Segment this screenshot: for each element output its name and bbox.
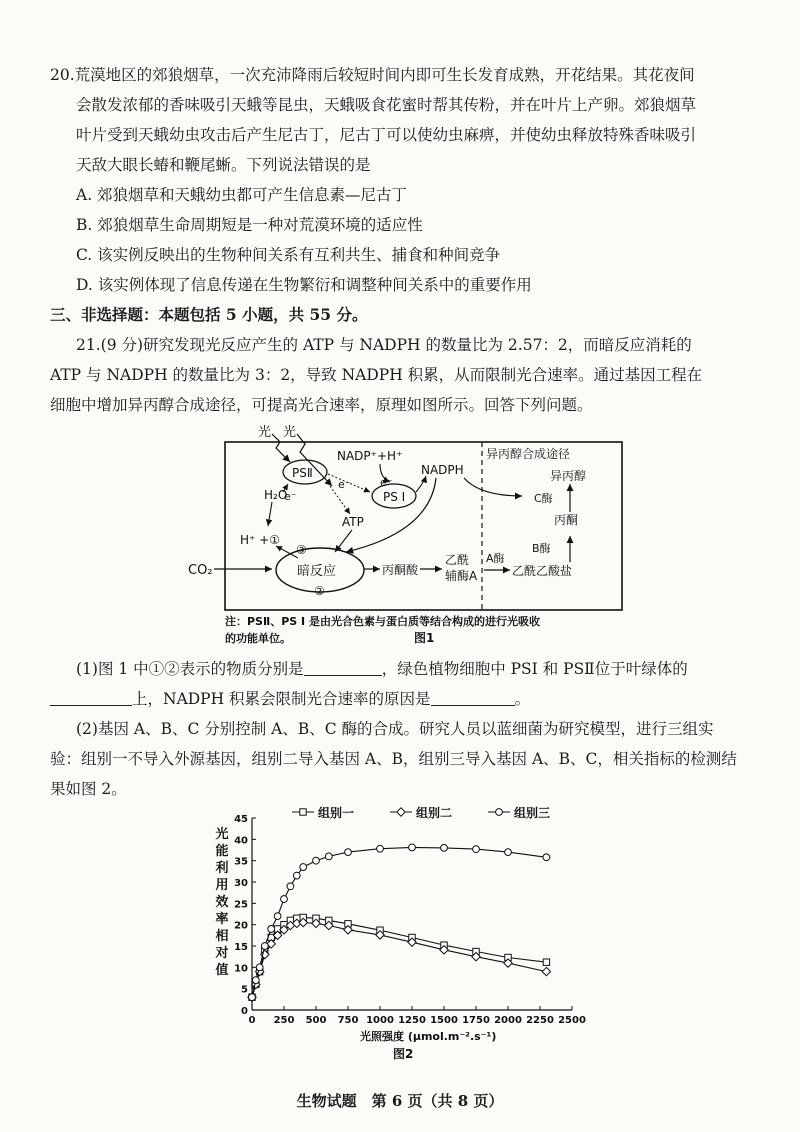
data-point xyxy=(377,845,384,852)
pyruvate-label: 丙酮酸 xyxy=(382,563,419,577)
legend-label: 组别三 xyxy=(514,806,551,820)
data-point xyxy=(543,959,549,965)
q20-line-1: 20.荒漠地区的郊狼烟草，一次充沛降雨后较短时间内即可生长发育成熟，开花结果。其花夜间 xyxy=(50,66,695,84)
data-point xyxy=(473,846,480,853)
q20-option-a: A. 郊狼烟草和天蛾幼虫都可产生信息素—尼古丁 xyxy=(76,186,408,204)
series-line xyxy=(252,923,546,998)
figure-1-diagram xyxy=(180,422,640,650)
data-point xyxy=(300,864,307,871)
y-tick-label: 25 xyxy=(234,899,248,911)
legend-label: 组别一 xyxy=(318,806,355,820)
y-axis-title-char: 用 xyxy=(215,878,229,893)
psii-label: PSⅡ xyxy=(292,466,313,480)
data-point xyxy=(268,926,275,933)
q21-line-2: ATP 与 NADPH 的数量比为 3：2，导致 NADPH 积累，从而限制光合速率。通过基因工程在 xyxy=(50,366,703,384)
figure-1-note-2: 的功能单位。 xyxy=(225,632,291,645)
figure-2-label: 图2 xyxy=(393,1047,414,1061)
legend-marker xyxy=(300,809,306,815)
y-tick-label: 35 xyxy=(234,856,248,868)
nadph-to-pathway-arrow xyxy=(464,478,522,496)
section-heading: 三、非选择题：本题包括 5 小题，共 55 分。 xyxy=(50,305,368,324)
answer-blank-1[interactable] xyxy=(304,659,382,676)
series-line xyxy=(252,917,546,997)
x-tick-label: 0 xyxy=(248,1015,256,1026)
x-tick-label: 250 xyxy=(273,1015,295,1026)
y-axis-title-char: 效 xyxy=(215,895,229,910)
data-point xyxy=(542,967,550,975)
data-point xyxy=(249,994,256,1001)
y-tick-label: 15 xyxy=(234,942,248,953)
enzyme-a-label: A酶 xyxy=(486,552,505,565)
legend-marker xyxy=(397,808,405,816)
x-tick-label: 2250 xyxy=(526,1015,554,1026)
data-point xyxy=(274,913,281,920)
data-point xyxy=(409,844,416,851)
q21-sub1-line1 xyxy=(76,658,688,680)
data-point xyxy=(313,857,320,864)
electron-label-3: e⁻ xyxy=(380,476,393,489)
y-axis-title-char: 值 xyxy=(215,963,229,978)
y-axis-title-char: 光 xyxy=(215,827,229,842)
y-tick-label: 40 xyxy=(234,835,248,847)
legend-marker xyxy=(496,809,503,816)
page-footer: 生物试题 第 6 页（共 8 页） xyxy=(296,1092,504,1110)
psi-label: PS I xyxy=(383,490,406,504)
pathway-title: 异丙醇合成途径 xyxy=(486,447,571,461)
q20-option-d: D. 该实例体现了信息传递在生物繁衍和调整种间关系中的重要作用 xyxy=(76,276,532,294)
chart-legend xyxy=(292,805,550,820)
x-axis-label: 光照强度 (μmol.m⁻².s⁻¹) xyxy=(360,1030,497,1043)
nadph-label: NADPH xyxy=(421,463,464,477)
y-tick-label: 45 xyxy=(234,814,248,825)
answer-blank-3[interactable] xyxy=(431,689,515,706)
enzyme-c-label: C酶 xyxy=(534,492,553,505)
data-point xyxy=(543,854,550,861)
x-tick-label: 500 xyxy=(305,1015,327,1026)
y-axis-title-char: 率 xyxy=(215,912,229,927)
x-tick-label: 1750 xyxy=(462,1015,490,1026)
water-label: H₂O xyxy=(264,488,288,502)
data-point xyxy=(287,883,294,890)
y-axis-title-char: 相 xyxy=(215,929,229,944)
q21-sub1-part-d: 。 xyxy=(514,690,531,708)
data-point xyxy=(252,977,259,984)
figure-2-chart xyxy=(200,800,600,1068)
q21-line-3: 细胞中增加异丙醇合成途径，可提高光合速率，原理如图所示。回答下列问题。 xyxy=(50,396,593,414)
q20-option-c: C. 该实例反映出的生物种间关系有互利共生、捕食和种间竞争 xyxy=(76,246,501,264)
y-axis-title-char: 利 xyxy=(215,861,229,876)
nadp-label: NADP⁺+H⁺ xyxy=(337,449,403,463)
figure-1-note-1: 注：PSⅡ、PS I 是由光合色素与蛋白质等结合构成的进行光吸收 xyxy=(225,615,540,628)
q21-sub2-line-3: 果如图 2。 xyxy=(50,780,127,798)
series-1 xyxy=(249,914,550,1000)
data-point xyxy=(505,849,512,856)
q21-sub2-line-1: (2)基因 A、B、C 分别控制 A、B、C 酶的合成。研究人员以蓝细菌为研究模型，进行三组实 xyxy=(76,720,714,738)
light-label-2: 光 xyxy=(283,425,297,440)
co2-label: CO₂ xyxy=(188,563,213,578)
x-tick-label: 1250 xyxy=(398,1015,426,1026)
isopropanol-label: 异丙醇 xyxy=(550,469,587,483)
acetyl-coa-label-1: 乙酰 xyxy=(445,553,470,567)
y-tick-label: 30 xyxy=(234,878,248,889)
q21-sub1-part-c: 上，NADPH 积累会限制光合速率的原因是 xyxy=(132,690,431,708)
y-axis-title xyxy=(214,826,228,978)
legend-label: 组别二 xyxy=(416,806,453,820)
q21-line-1: 21.(9 分)研究发现光反应产生的 ATP 与 NADPH 的数量比为 2.57：2，而暗反应消耗的 xyxy=(76,336,692,354)
acetone-label: 丙酮 xyxy=(554,513,579,527)
y-axis-title-char: 对 xyxy=(215,946,229,961)
y-tick-label: 0 xyxy=(241,1006,248,1017)
psi-to-nadph-arrow xyxy=(416,476,426,492)
electron-label-2: e⁻ xyxy=(284,490,297,503)
q20-line-3: 叶片受到天蛾幼虫攻击后产生尼古丁，尼古丁可以使幼虫麻痹，并使幼虫释放特殊香味吸引 xyxy=(76,126,697,144)
circle-3-label: ③ xyxy=(296,543,307,557)
q20-line-2: 会散发浓郁的香味吸引天蛾等昆虫，天蛾吸食花蜜时帮其传粉，并在叶片上产卵。郊狼烟草 xyxy=(76,96,697,114)
enzyme-b-label: B酶 xyxy=(532,542,551,555)
data-point xyxy=(256,964,263,971)
acetoacetate-label: 乙酰乙酸盐 xyxy=(512,564,573,578)
proton-label: H⁺ +① xyxy=(240,533,280,547)
x-tick-label: 2500 xyxy=(558,1015,586,1026)
light-label-1: 光 xyxy=(258,425,272,440)
acetyl-coa-label-2: 辅酶A xyxy=(445,569,478,583)
data-point xyxy=(345,849,352,856)
q20-option-b: B. 郊狼烟草生命周期短是一种对荒漠环境的适应性 xyxy=(76,216,423,234)
figure-1-label: 图1 xyxy=(414,631,435,645)
x-tick-label: 1000 xyxy=(366,1015,394,1026)
y-axis-title-char: 能 xyxy=(215,844,229,859)
data-point xyxy=(325,853,332,860)
atp-to-dark-arrow xyxy=(335,530,352,552)
chart-series xyxy=(248,844,551,1001)
data-point xyxy=(281,896,288,903)
x-tick-label: 2000 xyxy=(494,1015,522,1026)
q20-line-4: 天敌大眼长蝽和鞭尾蜥。下列说法错误的是 xyxy=(76,156,371,174)
data-point xyxy=(441,844,448,851)
y-tick-label: 10 xyxy=(234,963,248,975)
y-tick-label: 20 xyxy=(234,920,248,932)
q21-sub2-line-2: 验：组别一不导入外源基因，组别二导入基因 A、B，组别三导入基因 A、B、C，相关指标的检测结 xyxy=(50,750,737,768)
x-tick-label: 750 xyxy=(337,1015,359,1026)
dark-reaction-label: 暗反应 xyxy=(297,564,337,579)
x-tick-label: 1500 xyxy=(430,1015,458,1026)
electron-label-1: e⁻ xyxy=(338,478,351,491)
atp-label: ATP xyxy=(342,515,364,529)
q21-sub1-line2 xyxy=(50,688,530,710)
data-point xyxy=(293,872,300,879)
y-tick-label: 5 xyxy=(241,984,248,996)
data-point xyxy=(261,943,268,950)
answer-blank-2[interactable] xyxy=(50,689,132,706)
q21-sub1-part-a: (1)图 1 中①②表示的物质分别是 xyxy=(76,660,304,678)
q21-sub1-part-b: ，绿色植物细胞中 PSI 和 PSⅡ位于叶绿体的 xyxy=(381,660,688,678)
water-split-arrow xyxy=(268,502,272,526)
circle-2-label: ② xyxy=(314,584,325,598)
